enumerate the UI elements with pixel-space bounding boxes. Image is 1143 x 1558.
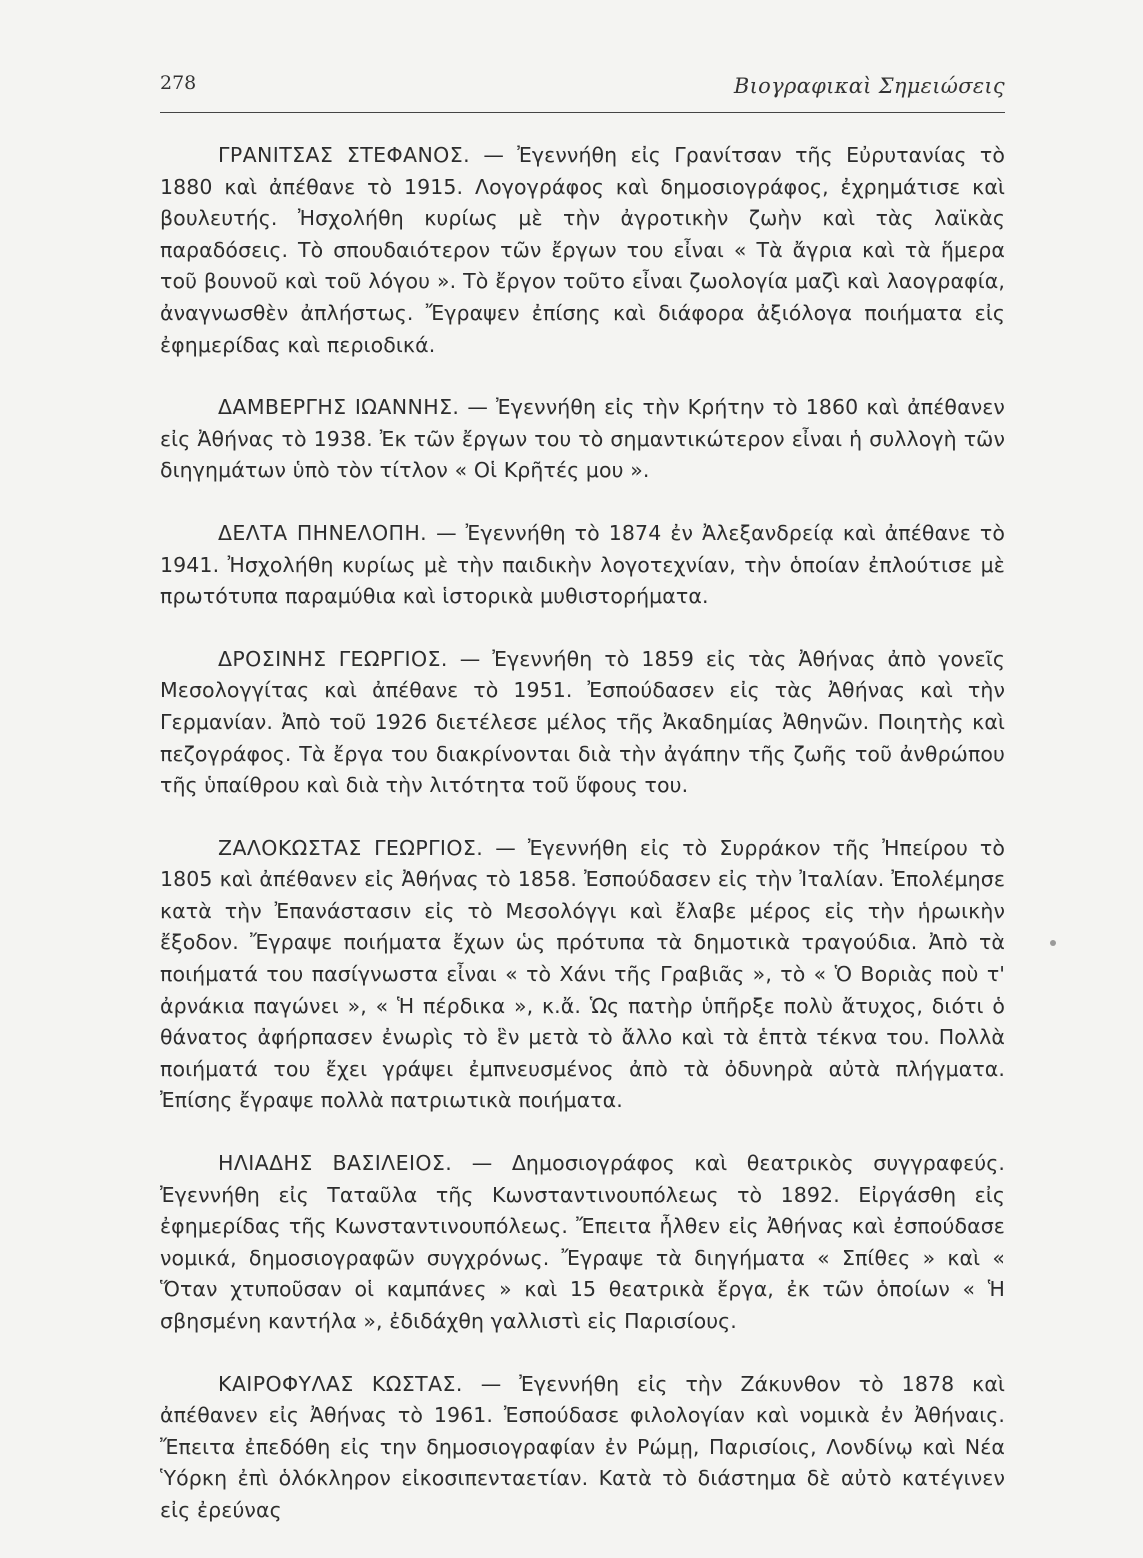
- header-rule: [160, 112, 1005, 113]
- biography-entry: [160, 644, 1005, 802]
- entry-name: ΖΑΛΟΚΩΣΤΑΣ ΓΕΩΡΓΙΟΣ.: [218, 835, 484, 860]
- running-head: Βιογραφικαὶ Σημειώσεις: [733, 74, 1005, 98]
- page-number: 278: [160, 72, 197, 94]
- paper-speck: [1050, 940, 1056, 946]
- entry-text: — Ἐγεννήθη εἰς τὸ Συρράκον τῆς Ἠπείρου τὸ 1805 καὶ ἀπέθανεν εἰς Ἀθήνας τὸ 1858. Ἐσπούδασεν εἰς τὴν Ἰταλίαν. Ἐπολέμησε κατὰ τὴν Ἐπανάστασιν εἰς τὸ Μεσολόγγι καὶ ἔλαβε μέρος εἰς τὴν ἡρωικὴν ἔξοδον. Ἔγραψε ποιήματα ἔχων ὡς πρότυπα τὰ δημοτικὰ τραγούδια. Ἀπὸ τὰ ποιήματά του πασίγνωστα εἶναι « τὸ Χάνι τῆς Γραβιᾶς », τὸ « Ὁ Βοριὰς ποὺ τ' ἀρνάκια παγώνει », « Ἡ πέρδικα », κ.ἄ. Ὡς πατὴρ ὑπῆρξε πολὺ ἄτυχος, διότι ὁ θάνατος ἀφήρπασεν ἐνωρὶς τὸ ἓν μετὰ τὸ ἄλλο καὶ τὰ ἑπτὰ τέκνα του. Πολλὰ ποιήματά του ἔχει γράψει ἐμπνευσμένος ἀπὸ τὰ ὀδυνηρὰ αὐτὰ πλήγματα. Ἐπίσης ἔγραψε πολλὰ πατριωτικὰ ποιήματα.: [160, 835, 1006, 1113]
- entry-name: ΔΡΟΣΙΝΗΣ ΓΕΩΡΓΙΟΣ.: [218, 646, 448, 671]
- biography-entry: [160, 140, 1005, 361]
- entry-text: — Ἐγεννήθη εἰς τὴν Ζάκυνθον τὸ 1878 καὶ ἀπέθανεν εἰς Ἀθήνας τὸ 1961. Ἐσπούδασε φιλολογίαν καὶ νομικὰ ἐν Ἀθήναις. Ἔπειτα ἐπεδόθη εἰς την δημοσιογραφίαν ἐν Ρώμῃ, Παρισίοις, Λονδίνῳ καὶ Νέα Ὑόρκη ἐπὶ ὁλόκληρον εἰκοσιπενταετίαν. Κατὰ τὸ διάστημα δὲ αὐτὸ κατέγινεν εἰς ἐρεύνας: [160, 1371, 1006, 1522]
- entry-text: — Ἐγεννήθη τὸ 1859 εἰς τὰς Ἀθήνας ἀπὸ γονεῖς Μεσολογγίτας καὶ ἀπέθανε τὸ 1951. Ἐσπούδασεν εἰς τὰς Ἀθήνας καὶ τὴν Γερμανίαν. Ἀπὸ τοῦ 1926 διετέλεσε μέλος τῆς Ἀκαδημίας Ἀθηνῶν. Ποιητὴς καὶ πεζογράφος. Τὰ ἔργα του διακρίνονται διὰ τὴν ἀγάπην τῆς ζωῆς τοῦ ἀνθρώπου τῆς ὑπαίθρου καὶ διὰ τὴν λιτότητα τοῦ ὕφους του.: [160, 646, 1005, 798]
- entry-name: ΔΕΛΤΑ ΠΗΝΕΛΟΠΗ.: [218, 520, 428, 545]
- entry-text: — Ἐγεννήθη εἰς τὴν Κρήτην τὸ 1860 καὶ ἀπέθανεν εἰς Ἀθήνας τὸ 1938. Ἐκ τῶν ἔργων του τὸ σημαντικώτερον εἶναι ἡ συλλογὴ τῶν διηγημάτων ὑπὸ τὸν τίτλον « Οἱ Κρῆτές μου ».: [160, 395, 1005, 483]
- entry-text: — Ἐγεννήθη εἰς Γρανίτσαν τῆς Εὐρυτανίας τὸ 1880 καὶ ἀπέθανε τὸ 1915. Λογογράφος καὶ δημοσιογράφος, ἐχρημάτισε καὶ βουλευτής. Ἠσχολήθη κυρίως μὲ τὴν ἀγροτικὴν ζωὴν καὶ τὰς λαϊκὰς παραδόσεις. Τὸ σπουδαιότερον τῶν ἔργων του εἶναι « Τὰ ἄγρια καὶ τὰ ἥμερα τοῦ βουνοῦ καὶ τοῦ λόγου ». Τὸ ἔργον τοῦτο εἶναι ζωολογία μαζὶ καὶ λαογραφία, ἀναγνωσθὲν ἀπλήστως. Ἔγραψεν ἐπίσης καὶ διάφορα ἀξιόλογα ποιήματα εἰς ἐφημερίδας καὶ περιοδικά.: [160, 143, 1005, 357]
- biography-entry: [160, 1148, 1005, 1338]
- entry-name: ΓΡΑΝΙΤΣΑΣ ΣΤΕΦΑΝΟΣ.: [218, 143, 470, 167]
- entry-text: — Ἐγεννήθη τὸ 1874 ἐν Ἀλεξανδρείᾳ καὶ ἀπέθανε τὸ 1941. Ἠσχολήθη κυρίως μὲ τὴν παιδικὴν λογοτεχνίαν, τὴν ὁποίαν ἐπλούτισε μὲ πρωτότυπα παραμύθια καὶ ἱστορικὰ μυθιστορήματα.: [160, 520, 1005, 609]
- biography-entry: [160, 518, 1005, 613]
- biography-entry: [160, 1369, 1005, 1527]
- entry-name: ΚΑΙΡΟΦΥΛΑΣ ΚΩΣΤΑΣ.: [218, 1371, 463, 1396]
- page-header: [160, 64, 1005, 104]
- biography-entries: [160, 140, 1005, 1558]
- entry-text: — Δημοσιογράφος καὶ θεατρικὸς συγγραφεύς. Ἐγεννήθη εἰς Ταταῦλα τῆς Κωνσταντινουπόλεως τὸ 1892. Εἰργάσθη εἰς ἐφημερίδας τῆς Κωνσταντινουπόλεως. Ἔπειτα ἦλθεν εἰς Ἀθήνας καὶ ἐσπούδασε νομικά, δημοσιογραφῶν συγχρόνως. Ἔγραψε τὰ διηγήματα « Σπίθες » καὶ « Ὅταν χτυποῦσαν οἱ καμπάνες » καὶ 15 θεατρικὰ ἔργα, ἐκ τῶν ὁποίων « Ἡ σβησμένη καντήλα », ἐδιδάχθη γαλλιστὶ εἰς Παρισίους.: [160, 1151, 1005, 1333]
- biography-entry: [160, 833, 1005, 1117]
- entry-name: ΔΑΜΒΕΡΓΗΣ ΙΩΑΝΝΗΣ.: [218, 395, 460, 420]
- entry-name: ΗΛΙΑΔΗΣ ΒΑΣΙΛΕΙΟΣ.: [218, 1151, 453, 1176]
- biography-entry: [160, 392, 1005, 487]
